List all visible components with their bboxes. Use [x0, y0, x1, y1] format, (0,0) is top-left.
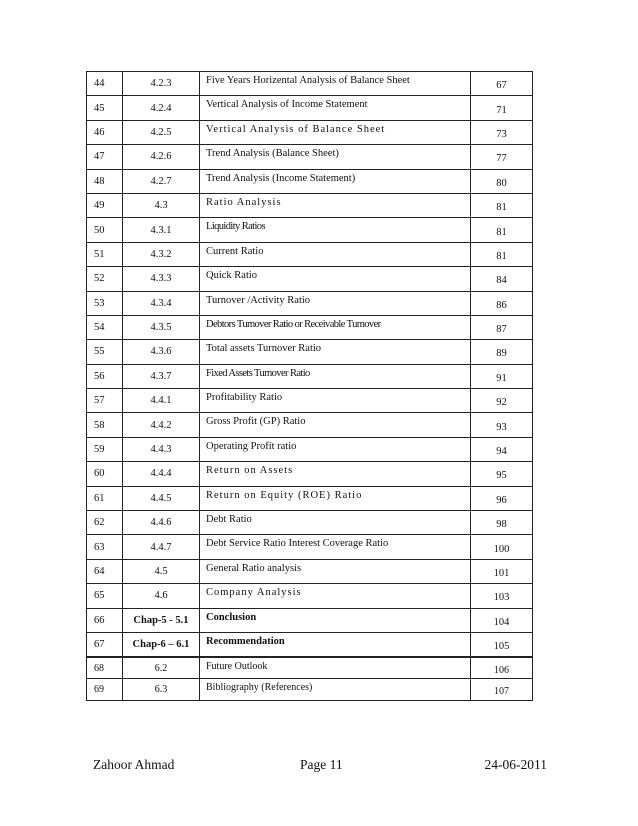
row-number: 45	[87, 96, 123, 120]
section-number: 4.4.5	[123, 486, 200, 510]
section-title: Vertical Analysis of Balance Sheet	[200, 120, 471, 144]
row-number: 44	[87, 72, 123, 96]
row-number: 55	[87, 340, 123, 364]
page-number: 100	[471, 535, 533, 559]
page-number: 84	[471, 267, 533, 291]
table-row	[87, 364, 533, 388]
row-number: 47	[87, 145, 123, 169]
table-row	[87, 120, 533, 144]
row-number: 61	[87, 486, 123, 510]
page-number: 67	[471, 72, 533, 96]
section-title: Turnover /Activity Ratio	[200, 291, 471, 315]
page-number: 81	[471, 242, 533, 266]
section-number: 4.4.2	[123, 413, 200, 437]
section-number: 4.2.4	[123, 96, 200, 120]
page-number: 101	[471, 559, 533, 583]
section-number: 4.4.3	[123, 437, 200, 461]
section-title: Total assets Turnover Ratio	[200, 340, 471, 364]
table-row	[87, 584, 533, 608]
table-row	[87, 679, 533, 701]
page-number: 98	[471, 511, 533, 535]
footer-author: Zahoor Ahmad	[93, 757, 175, 772]
section-title: Bibliography (References)	[200, 679, 471, 701]
row-number: 46	[87, 120, 123, 144]
section-title: Operating Profit ratio	[200, 437, 471, 461]
row-number: 51	[87, 242, 123, 266]
toc-body	[87, 72, 533, 701]
row-number: 49	[87, 193, 123, 217]
section-title: Trend Analysis (Balance Sheet)	[200, 145, 471, 169]
table-row	[87, 291, 533, 315]
row-number: 62	[87, 511, 123, 535]
row-number: 59	[87, 437, 123, 461]
page-number: 80	[471, 169, 533, 193]
section-number: 4.5	[123, 559, 200, 583]
section-number: 4.4.7	[123, 535, 200, 559]
section-title: Trend Analysis (Income Statement)	[200, 169, 471, 193]
table-row	[87, 559, 533, 583]
row-number: 56	[87, 364, 123, 388]
page-number: 93	[471, 413, 533, 437]
table-row	[87, 437, 533, 461]
section-number: 4.3.4	[123, 291, 200, 315]
table-row	[87, 315, 533, 339]
section-title: General Ratio analysis	[200, 559, 471, 583]
page-number: 95	[471, 462, 533, 486]
row-number: 58	[87, 413, 123, 437]
table-row	[87, 145, 533, 169]
table-row	[87, 218, 533, 242]
page-number: 77	[471, 145, 533, 169]
table-row	[87, 193, 533, 217]
section-title: Return on Equity (ROE) Ratio	[200, 486, 471, 510]
table-row	[87, 632, 533, 656]
section-number: 4.4.6	[123, 511, 200, 535]
page-number: 103	[471, 584, 533, 608]
footer-page-number: Page 11	[300, 757, 343, 772]
page-number: 81	[471, 218, 533, 242]
page-number: 91	[471, 364, 533, 388]
section-title: Profitability Ratio	[200, 389, 471, 413]
section-title: Five Years Horizental Analysis of Balance Sheet	[200, 72, 471, 96]
page-footer	[93, 757, 547, 775]
section-number: Chap-5 - 5.1	[123, 608, 200, 632]
section-title: Future Outlook	[200, 657, 471, 679]
table-row	[87, 657, 533, 679]
page-number: 73	[471, 120, 533, 144]
row-number: 63	[87, 535, 123, 559]
section-number: 4.2.5	[123, 120, 200, 144]
page-number: 94	[471, 437, 533, 461]
page-number: 89	[471, 340, 533, 364]
page-number: 71	[471, 96, 533, 120]
row-number: 52	[87, 267, 123, 291]
table-row	[87, 462, 533, 486]
section-title: Fixed Assets Turnover Ratio	[200, 364, 471, 388]
row-number: 60	[87, 462, 123, 486]
section-number: 4.3.1	[123, 218, 200, 242]
section-title: Liquidity Ratios	[200, 218, 471, 242]
page-number: 105	[471, 632, 533, 656]
page-number: 81	[471, 193, 533, 217]
page-number: 96	[471, 486, 533, 510]
section-number: 4.2.7	[123, 169, 200, 193]
table-row	[87, 389, 533, 413]
section-title: Ratio Analysis	[200, 193, 471, 217]
table-row	[87, 267, 533, 291]
page-number: 107	[471, 679, 533, 701]
page-number: 86	[471, 291, 533, 315]
page-number: 104	[471, 608, 533, 632]
table-row	[87, 608, 533, 632]
section-number: 4.2.6	[123, 145, 200, 169]
page-number: 92	[471, 389, 533, 413]
table-row	[87, 486, 533, 510]
page-number: 87	[471, 315, 533, 339]
row-number: 67	[87, 632, 123, 656]
section-number: 4.3.6	[123, 340, 200, 364]
section-number: 4.3.2	[123, 242, 200, 266]
section-number: 6.2	[123, 657, 200, 679]
section-title: Company Analysis	[200, 584, 471, 608]
section-title: Conclusion	[200, 608, 471, 632]
section-title: Debt Service Ratio Interest Coverage Ratio	[200, 535, 471, 559]
row-number: 57	[87, 389, 123, 413]
row-number: 64	[87, 559, 123, 583]
section-number: 4.4.1	[123, 389, 200, 413]
row-number: 54	[87, 315, 123, 339]
table-row	[87, 72, 533, 96]
section-title: Recommendation	[200, 632, 471, 656]
table-row	[87, 413, 533, 437]
table-row	[87, 96, 533, 120]
section-title: Debtors Turnover Ratio or Receivable Turnover	[200, 315, 471, 339]
section-number: Chap-6 – 6.1	[123, 632, 200, 656]
page-number: 106	[471, 657, 533, 679]
row-number: 53	[87, 291, 123, 315]
section-title: Current Ratio	[200, 242, 471, 266]
section-number: 6.3	[123, 679, 200, 701]
section-number: 4.3.3	[123, 267, 200, 291]
row-number: 50	[87, 218, 123, 242]
section-title: Return on Assets	[200, 462, 471, 486]
row-number: 68	[87, 657, 123, 679]
row-number: 48	[87, 169, 123, 193]
table-row	[87, 340, 533, 364]
section-number: 4.6	[123, 584, 200, 608]
footer-date: 24-06-2011	[484, 757, 547, 772]
section-title: Gross Profit (GP) Ratio	[200, 413, 471, 437]
table-row	[87, 511, 533, 535]
table-row	[87, 242, 533, 266]
row-number: 66	[87, 608, 123, 632]
section-number: 4.2.3	[123, 72, 200, 96]
section-title: Quick Ratio	[200, 267, 471, 291]
table-of-contents	[86, 71, 533, 701]
section-number: 4.3.7	[123, 364, 200, 388]
section-title: Vertical Analysis of Income Statement	[200, 96, 471, 120]
section-number: 4.3	[123, 193, 200, 217]
section-number: 4.4.4	[123, 462, 200, 486]
table-row	[87, 169, 533, 193]
section-title: Debt Ratio	[200, 511, 471, 535]
section-number: 4.3.5	[123, 315, 200, 339]
row-number: 69	[87, 679, 123, 701]
row-number: 65	[87, 584, 123, 608]
table-row	[87, 535, 533, 559]
